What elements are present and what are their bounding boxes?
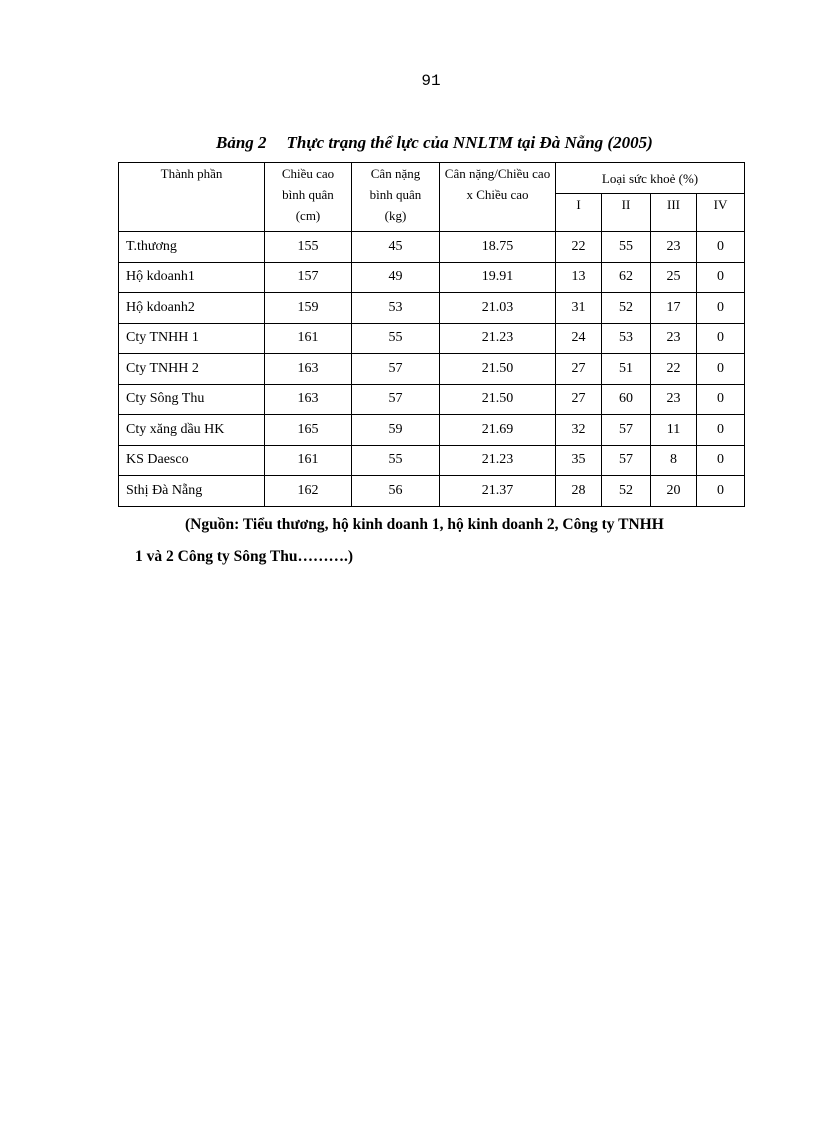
cell-class-ii: 51: [602, 354, 651, 385]
table-row: [119, 293, 745, 324]
cell-class-iii: 17: [651, 293, 697, 324]
cell-ratio: 21.23: [440, 445, 556, 476]
cell-class-iv: 0: [697, 415, 745, 446]
header-health-class: III: [651, 194, 697, 232]
cell-class-i: 27: [556, 354, 602, 385]
cell-class-iv: 0: [697, 476, 745, 507]
header-health-class: IV: [697, 194, 745, 232]
table-title: Thực trạng thể lực của NNLTM tại Đà Nẵng (2005): [286, 133, 653, 152]
header-component: Thành phần: [119, 163, 265, 232]
cell-ratio: 21.23: [440, 323, 556, 354]
cell-class-iii: 11: [651, 415, 697, 446]
header-health-class: I: [556, 194, 602, 232]
cell-class-iii: 23: [651, 384, 697, 415]
cell-class-ii: 55: [602, 232, 651, 263]
cell-component: Cty TNHH 2: [119, 354, 265, 385]
cell-class-ii: 57: [602, 415, 651, 446]
cell-class-ii: 52: [602, 476, 651, 507]
cell-weight: 57: [352, 384, 440, 415]
cell-component: Cty Sông Thu: [119, 384, 265, 415]
cell-class-ii: 60: [602, 384, 651, 415]
cell-ratio: 21.37: [440, 476, 556, 507]
table-row: [119, 262, 745, 293]
table-row: [119, 384, 745, 415]
cell-weight: 55: [352, 323, 440, 354]
cell-component: KS Daesco: [119, 445, 265, 476]
cell-weight: 59: [352, 415, 440, 446]
cell-weight: 57: [352, 354, 440, 385]
cell-class-iv: 0: [697, 293, 745, 324]
cell-weight: 56: [352, 476, 440, 507]
cell-component: Hộ kdoanh2: [119, 293, 265, 324]
header-weight: Cân nặng bình quân (kg): [352, 163, 440, 232]
cell-class-i: 31: [556, 293, 602, 324]
cell-class-iv: 0: [697, 354, 745, 385]
cell-height: 165: [265, 415, 352, 446]
cell-component: Cty TNHH 1: [119, 323, 265, 354]
cell-height: 159: [265, 293, 352, 324]
table-caption: [216, 133, 756, 153]
cell-weight: 49: [352, 262, 440, 293]
header-ratio: Cân nặng/Chiều cao x Chiều cao: [440, 163, 556, 232]
table-row: [119, 354, 745, 385]
table-row: [119, 476, 745, 507]
cell-class-i: 32: [556, 415, 602, 446]
header-height: Chiều cao bình quân (cm): [265, 163, 352, 232]
cell-height: 155: [265, 232, 352, 263]
cell-class-iii: 23: [651, 323, 697, 354]
cell-component: Sthị Đà Nẵng: [119, 476, 265, 507]
source-line-2: 1 và 2 Công ty Sông Thu……….): [135, 548, 354, 565]
table-row: [119, 415, 745, 446]
cell-class-iv: 0: [697, 232, 745, 263]
cell-height: 163: [265, 384, 352, 415]
cell-class-ii: 52: [602, 293, 651, 324]
cell-weight: 53: [352, 293, 440, 324]
page-number: 91: [421, 72, 441, 90]
cell-component: Cty xăng dầu HK: [119, 415, 265, 446]
cell-ratio: 21.03: [440, 293, 556, 324]
cell-class-i: 28: [556, 476, 602, 507]
table-body: [119, 232, 745, 507]
cell-class-iv: 0: [697, 262, 745, 293]
cell-weight: 45: [352, 232, 440, 263]
cell-class-i: 35: [556, 445, 602, 476]
header-health: Loại sức khoẻ (%): [556, 163, 745, 194]
cell-class-ii: 53: [602, 323, 651, 354]
header-health-class: II: [602, 194, 651, 232]
cell-component: Hộ kdoanh1: [119, 262, 265, 293]
cell-class-iii: 20: [651, 476, 697, 507]
fitness-table: [118, 162, 745, 507]
cell-height: 162: [265, 476, 352, 507]
cell-height: 161: [265, 445, 352, 476]
cell-class-iii: 25: [651, 262, 697, 293]
table-row: [119, 232, 745, 263]
cell-class-i: 27: [556, 384, 602, 415]
table-row: [119, 445, 745, 476]
cell-class-iv: 0: [697, 445, 745, 476]
table-row: [119, 323, 745, 354]
cell-ratio: 21.50: [440, 354, 556, 385]
cell-class-i: 13: [556, 262, 602, 293]
cell-class-i: 24: [556, 323, 602, 354]
cell-ratio: 18.75: [440, 232, 556, 263]
cell-class-iii: 22: [651, 354, 697, 385]
cell-class-iii: 8: [651, 445, 697, 476]
cell-ratio: 19.91: [440, 262, 556, 293]
cell-class-i: 22: [556, 232, 602, 263]
cell-height: 157: [265, 262, 352, 293]
cell-class-iv: 0: [697, 323, 745, 354]
cell-ratio: 21.50: [440, 384, 556, 415]
cell-height: 161: [265, 323, 352, 354]
source-line-1: (Nguồn: Tiểu thương, hộ kinh doanh 1, hộ kinh doanh 2, Công ty TNHH: [185, 516, 664, 533]
source-note: [135, 509, 735, 573]
cell-ratio: 21.69: [440, 415, 556, 446]
cell-class-iv: 0: [697, 384, 745, 415]
cell-class-ii: 57: [602, 445, 651, 476]
cell-weight: 55: [352, 445, 440, 476]
cell-class-ii: 62: [602, 262, 651, 293]
cell-component: T.thương: [119, 232, 265, 263]
cell-height: 163: [265, 354, 352, 385]
cell-class-iii: 23: [651, 232, 697, 263]
table-label: Bảng 2: [216, 133, 267, 152]
